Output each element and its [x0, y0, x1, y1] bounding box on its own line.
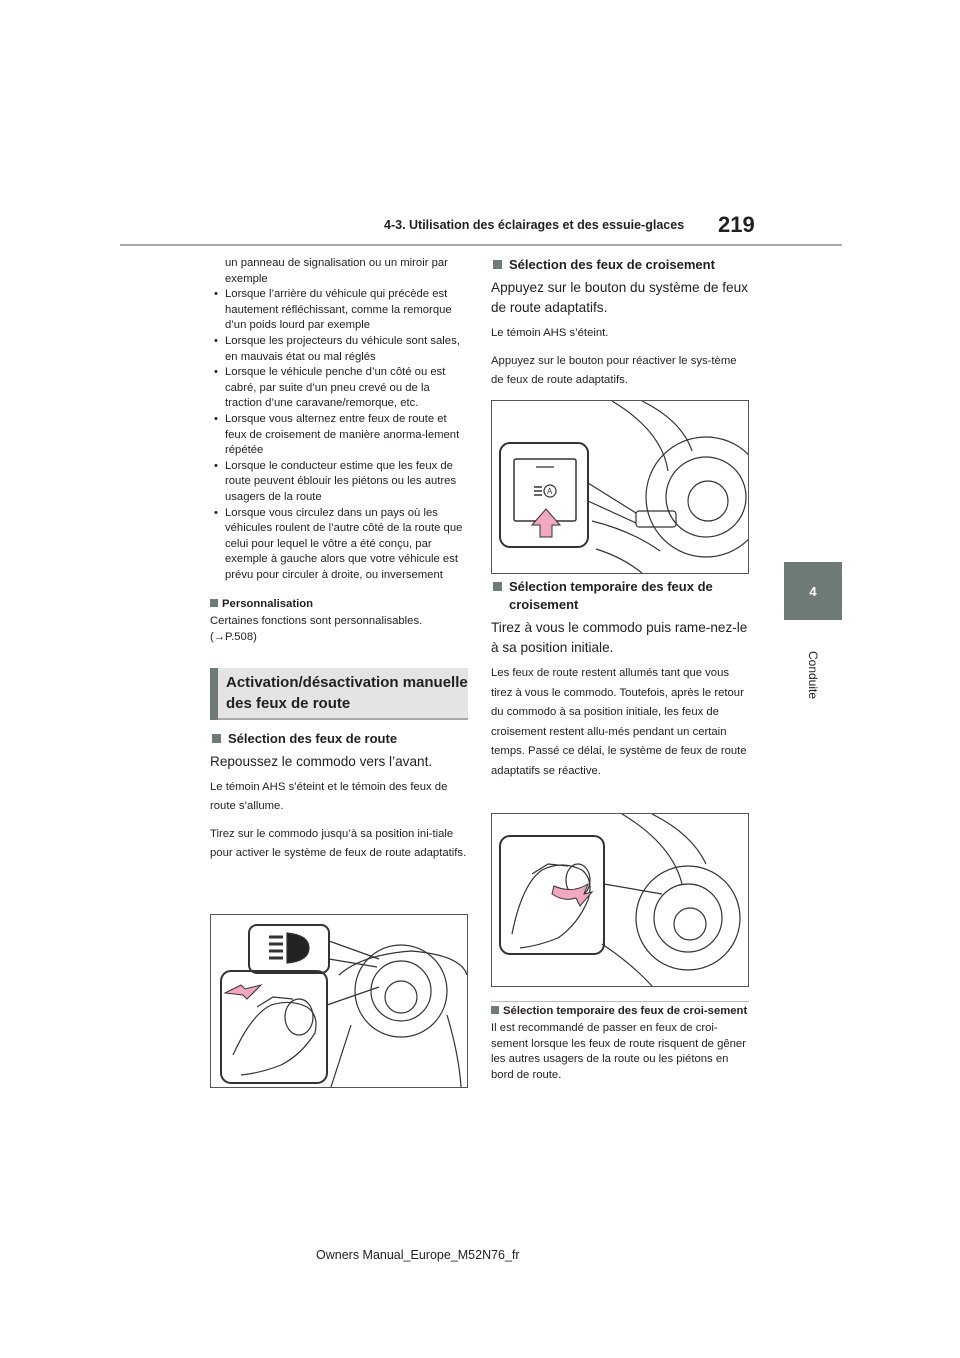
instruction-text: Appuyez sur le bouton du système de feux de route adaptatifs. — [491, 280, 748, 315]
list-item: • Lorsque l’arrière du véhicule qui précède est hautement réfléchissant, comme la remorque d’un poids lourd par exemple — [210, 287, 468, 334]
square-bullet-icon — [210, 599, 218, 607]
small-heading-body: Il est recommandé de passer en feux de croi-sement lorsque les feux de route risquent de gêner les autres usagers de la route ou les piétons en bord de route. — [491, 1022, 746, 1081]
square-bullet-icon — [491, 1006, 499, 1014]
chapter-label-text: Conduite — [805, 650, 820, 700]
chapter-tab: 4 — [784, 562, 842, 620]
list-item: • Lorsque vous circulez dans un pays où les véhicules roulent de l’autre côté de la route que celui pour lequel le vôtre a été conçu, par exemple à gauche alors que votre véhicule est prévu pour circuler à droite, ou inversement — [210, 506, 468, 584]
list-item: • Lorsque le véhicule penche d’un côté ou est cabré, par suite d’un pneu crevé ou de la traction d’une caravane/remorque, etc. — [210, 365, 468, 412]
subsection-heading-text: Sélection des feux de route — [228, 730, 398, 746]
subsection-heading — [491, 578, 749, 614]
personalisation-heading-text: Personnalisation — [222, 598, 314, 611]
square-bullet-icon — [493, 260, 502, 269]
section-box-heading — [210, 668, 468, 720]
chapter-label — [770, 632, 856, 718]
subsection-heading — [210, 730, 468, 748]
personalisation-body: Certaines fonctions sont personnalisables. (→P.508) — [210, 615, 423, 644]
section-divider — [491, 1001, 749, 1002]
small-heading — [491, 1004, 749, 1019]
header-divider — [120, 244, 842, 246]
footer-text: Owners Manual_Europe_M52N76_fr — [316, 1248, 520, 1262]
subsection-heading-text: Sélection temporaire des feux de croisement — [509, 579, 713, 612]
small-heading-text: Sélection temporaire des feux de croi-sement — [503, 1005, 748, 1017]
lever-pull-illustration-icon — [492, 814, 748, 986]
personalisation-heading — [210, 597, 468, 612]
subsection-heading-text: Sélection des feux de croisement — [509, 257, 715, 272]
note-text: Le témoin AHS s’éteint. — [491, 327, 609, 339]
high-beam-lever-figure — [210, 914, 468, 1088]
instruction-text: Repoussez le commodo vers l’avant. — [210, 753, 433, 769]
note-text: Appuyez sur le bouton pour réactiver le sys-tème de feux de route adaptatifs. — [491, 354, 737, 386]
list-item: • Lorsque le conducteur estime que les feux de route peuvent éblouir les piétons ou les autres usagers de la route — [210, 459, 468, 506]
page-number: 219 — [718, 212, 755, 237]
condition-list — [210, 287, 468, 583]
square-bullet-icon — [493, 582, 502, 591]
left-column — [210, 256, 468, 872]
section-title: 4-3. Utilisation des éclairages et des essuie-glaces — [384, 218, 685, 232]
list-item: • Lorsque les projecteurs du véhicule sont sales, en mauvais état ou mal réglés — [210, 334, 468, 365]
instruction-text: Tirez à vous le commodo puis rame-nez-le à sa position initiale. — [491, 620, 748, 655]
subsection-heading — [491, 256, 749, 274]
right-column-note — [491, 1004, 749, 1083]
note-text: Tirez sur le commodo jusqu’à sa position ini-tiale pour activer le système de feux de route adaptatifs. — [210, 827, 467, 860]
box-accent-bar — [210, 668, 218, 720]
right-column — [491, 256, 749, 399]
list-item: • Lorsque vous alternez entre feux de route et feux de croisement de manière anorma-lement répétée — [210, 412, 468, 459]
box-heading-text: Activation/désactivation manuelle des feux de route — [226, 673, 468, 712]
square-bullet-icon — [212, 734, 221, 743]
intro-text: un panneau de signalisation ou un miroir par exemple — [225, 257, 448, 285]
svg-text:A: A — [547, 487, 553, 496]
note-text: Le témoin AHS s’éteint et le témoin des feux de route s’allume. — [210, 780, 448, 813]
right-column-lower — [491, 578, 749, 789]
lever-push-illustration-icon — [211, 915, 467, 1087]
ahs-button-illustration-icon — [492, 401, 748, 573]
lever-pull-figure — [491, 813, 749, 987]
note-text: Les feux de route restent allumés tant que vous tirez à vous le commodo. Toutefois, après le retour du commodo à sa position initiale, les feux de croisement restent allu-més pendant un certain temps. Passé ce délai, le système de feux de route adaptatifs se réactive. — [491, 667, 747, 777]
ahs-button-figure — [491, 400, 749, 574]
